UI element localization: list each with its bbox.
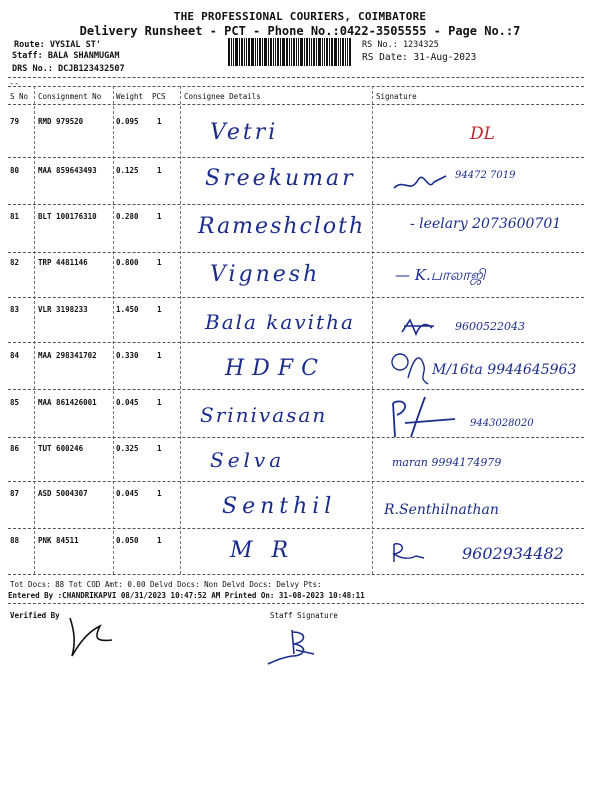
runsheet-subtitle: Delivery Runsheet - PCT - Phone No.:0422-3505555 - Page No.:7 [79,24,521,38]
row-consignee: Srinivasan [200,403,328,427]
row-signature: 9600522043 [455,320,525,333]
rs-number: RS No.: 1234325 [362,40,439,50]
row-signature: 9602934482 [462,544,564,563]
row-consignment: MAA 861426001 [38,398,97,407]
column-divider [34,86,35,574]
row-pcs: 1 [157,212,162,221]
signature-scribble-icon [388,348,434,388]
row-signature: - leelary 2073600701 [410,216,562,232]
row-divider [8,437,584,438]
row-pcs: 1 [157,305,162,314]
col-header-weight: Weight [116,92,144,101]
column-divider [180,86,181,574]
row-divider [8,389,584,390]
row-sno: 82 [10,258,20,267]
row-weight: 0.050 [116,536,139,545]
row-divider [8,342,584,343]
row-weight: 0.045 [116,398,139,407]
row-consignment: BLT 100176310 [38,212,97,221]
row-signature: maran 9994174979 [392,456,502,469]
row-sno: 85 [10,398,20,407]
row-sno: 84 [10,351,20,360]
rs-date: RS Date: 31-Aug-2023 [362,52,477,63]
row-consignment: RMD 979520 [38,117,84,126]
column-divider [372,86,373,574]
row-consignment: PNK 84511 [38,536,79,545]
row-divider [8,252,584,253]
route-label: Route: VYSIAL ST' [14,40,101,50]
barcode [228,38,356,66]
row-sno: 80 [10,166,20,175]
row-weight: 0.095 [116,117,139,126]
row-consignee: M R [230,538,295,563]
row-consignee: Vignesh [210,262,321,287]
row-divider [8,157,584,158]
row-signature: 94472 7019 [455,170,516,181]
row-signature: M/16ta 9944645963 [432,362,577,378]
row-divider [8,481,584,482]
row-consignment: TRP 4481146 [38,258,88,267]
signature-scribble-icon [390,166,450,198]
row-pcs: 1 [157,117,162,126]
staff-label: Staff: BALA SHANMUGAM [12,51,120,61]
row-pcs: 1 [157,166,162,175]
row-consignee: Senthil [222,494,337,519]
row-weight: 0.125 [116,166,139,175]
row-consignment: TUT 600246 [38,444,84,453]
row-weight: 1.450 [116,305,139,314]
row-weight: 0.325 [116,444,139,453]
verified-by-label: Verified By [10,611,60,620]
col-header-consignee: Consignee Details [184,92,261,101]
row-sno: 88 [10,536,20,545]
signature-scribble-icon [398,314,438,340]
divider-mark: -- [9,79,20,89]
col-header-pcs: PCS [152,92,166,101]
row-divider [8,297,584,298]
col-header-sno: S No [10,92,29,101]
row-signature: DL [470,124,495,144]
row-consignee: Selva [210,448,286,472]
row-sno: 83 [10,305,20,314]
row-consignee: Vetri [210,120,279,145]
row-divider [8,204,584,205]
divider-header-top [8,86,584,87]
entered-by-line: Entered By :CHANDRIKAPVI 08/31/2023 10:47:52 AM Printed On: 31-08-2023 10:48:11 [8,591,365,600]
col-header-consignment: Consignment No [38,92,102,101]
row-weight: 0.800 [116,258,139,267]
row-consignee: Sreekumar [205,166,356,191]
row-consignee: Rameshcloth [198,214,366,239]
row-divider [8,574,584,575]
row-weight: 0.330 [116,351,139,360]
row-consignment: ASD 5004307 [38,489,88,498]
row-signature: 9443028020 [470,418,534,429]
row-pcs: 1 [157,258,162,267]
row-consignment: MAA 859643493 [38,166,97,175]
divider-top [8,77,584,78]
divider-footer [8,603,584,604]
row-sno: 81 [10,212,20,221]
row-pcs: 1 [157,536,162,545]
column-divider [113,86,114,574]
drs-number: DRS No.: DCJB123432507 [12,64,125,74]
row-weight: 0.045 [116,489,139,498]
row-sno: 86 [10,444,20,453]
totals-line: Tot Docs: 88 Tot COD Amt: 0.00 Delvd Docs: Non Delvd Docs: Delvy Pts: [10,580,322,589]
row-consignment: VLR 3198233 [38,305,88,314]
staff-signature-label: Staff Signature [270,611,338,620]
row-signature: — K.பாலாஜி [395,266,486,284]
row-pcs: 1 [157,351,162,360]
row-consignee: Bala kavitha [205,310,355,334]
row-consignment: MAA 298341702 [38,351,97,360]
divider-header-bottom [8,104,584,105]
signature-scribble-icon [385,393,465,441]
row-signature: R.Senthilnathan [384,502,499,518]
verifier-signature-icon [60,612,120,660]
row-consignee: HDFC [225,356,326,381]
row-sno: 79 [10,117,20,126]
col-header-signature: Signature [376,92,417,101]
staff-signature-icon [262,624,332,668]
row-divider [8,528,584,529]
company-title: THE PROFESSIONAL COURIERS, COIMBATORE [173,10,427,23]
row-weight: 0.280 [116,212,139,221]
row-sno: 87 [10,489,20,498]
row-pcs: 1 [157,444,162,453]
row-pcs: 1 [157,489,162,498]
signature-scribble-icon [388,540,428,566]
row-pcs: 1 [157,398,162,407]
